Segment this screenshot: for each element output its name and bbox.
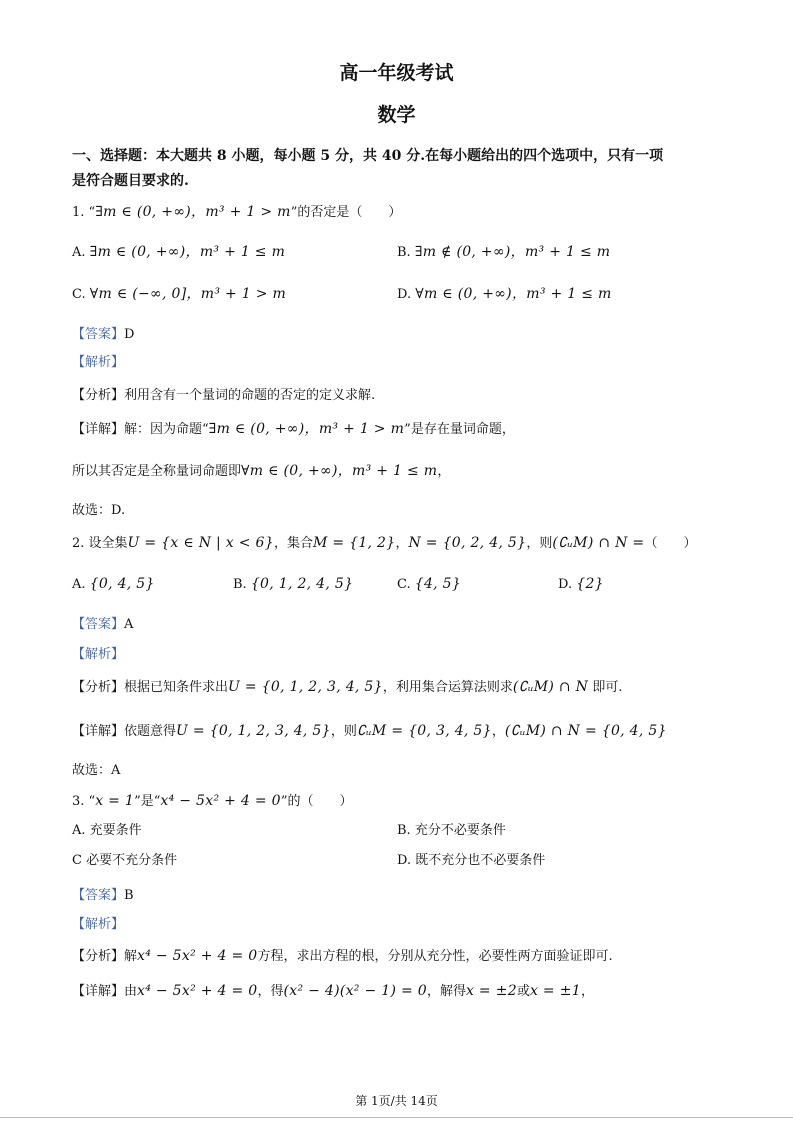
option-math: {2} [576, 576, 604, 592]
detail-text: 解：因为命题“ [124, 422, 209, 437]
detail-text: 依题意得 [124, 724, 177, 739]
option-label: A. [72, 245, 86, 260]
q1-stem-text: 1. “ [72, 205, 96, 220]
detail-text: ，则 [330, 724, 357, 739]
q1-answer [72, 326, 134, 344]
q3-stem-math: x⁴ − 5x² + 4 = 0 [160, 793, 281, 809]
q2-stem-text: （ ） [644, 536, 697, 551]
answer-value: B [124, 888, 134, 903]
q3-stem [72, 792, 353, 811]
detail-tag: 【详解】 [72, 724, 125, 739]
q2-option-b [233, 575, 353, 594]
detail-math: ∁ᵤM = {0, 3, 4, 5} [356, 723, 492, 739]
option-label: A. [72, 577, 86, 592]
q2-fenxi [72, 678, 622, 697]
option-math: {0, 4, 5} [89, 576, 155, 592]
fenxi-tag: 【分析】 [72, 388, 125, 403]
q2-stem-text: ，集合 [273, 536, 313, 551]
page-title: 高一年级考试 [339, 62, 454, 84]
detail-text: ，解得 [426, 984, 466, 999]
q1-stem-tail: ”的否定是（ ） [290, 205, 402, 220]
detail-text: ， [580, 984, 594, 999]
answer-tag: 【答案】 [72, 888, 125, 903]
detail-tag: 【详解】 [72, 422, 125, 437]
q3-detail [72, 982, 594, 1001]
detail-math: ∀m ∈ (0, +∞)，m³ + 1 ≤ m [241, 463, 438, 479]
answer-value: D [124, 327, 135, 342]
q3-stem-text: ”是“ [134, 794, 161, 809]
q2-stem-math: U = {x ∈ N | x < 6} [127, 535, 274, 551]
option-label: C. [72, 287, 86, 302]
footer-rule [0, 1117, 793, 1118]
detail-text: ， [437, 464, 451, 479]
fenxi-text: 利用含有一个量词的命题的否定的定义求解. [124, 388, 376, 403]
detail-tag: 【详解】 [72, 984, 125, 999]
subject-title: 数学 [377, 104, 416, 126]
option-math: {0, 1, 2, 4, 5} [250, 576, 354, 592]
detail-text: ， [491, 724, 505, 739]
q2-stem-text: ，则 [526, 536, 553, 551]
option-label: D. [558, 577, 573, 592]
q2-option-c [397, 575, 461, 594]
option-label: D. [397, 287, 412, 302]
detail-text: ，得 [257, 984, 284, 999]
q1-option-b [397, 243, 610, 262]
option-math: ∀m ∈ (0, +∞)，m³ + 1 ≤ m [415, 286, 612, 302]
detail-text: 所以其否定是全称量词命题即 [72, 464, 242, 479]
section-heading-line2: 是符合题目要求的. [72, 173, 189, 189]
detail-math: x = ±1 [529, 983, 581, 999]
option-label: C. [397, 577, 411, 592]
option-label: B. [233, 577, 247, 592]
q3-option-d: D. 既不充分也不必要条件 [397, 853, 546, 868]
q2-choose: 故选：A [72, 763, 121, 778]
detail-math: ∃m ∈ (0, +∞)，m³ + 1 > m [208, 421, 405, 437]
q2-stem-math: M = {1, 2} [312, 535, 396, 551]
detail-math: x = ±2 [465, 983, 517, 999]
q1-choose: 故选：D. [72, 503, 126, 518]
option-label: B. [397, 245, 411, 260]
option-math: {4, 5} [414, 576, 462, 592]
q1-stem-math: ∃m ∈ (0, +∞)，m³ + 1 > m [95, 204, 291, 220]
q1-analysis-tag: 【解析】 [72, 355, 125, 370]
detail-text: 由 [124, 984, 138, 999]
q2-stem-math: (∁ᵤM) ∩ N = [552, 535, 645, 551]
fenxi-text: 方程，求出方程的根，分别从充分性，必要性两方面验证即可. [257, 949, 613, 964]
page-footer: 第 1页/共 14页 [355, 1094, 438, 1108]
q1-option-d [397, 285, 612, 304]
detail-math: x⁴ − 5x² + 4 = 0 [137, 983, 258, 999]
fenxi-math: (∁ᵤM) ∩ N [512, 679, 589, 695]
detail-text: 或 [516, 984, 530, 999]
q2-answer [72, 616, 133, 634]
fenxi-text: 即可. [592, 680, 623, 695]
fenxi-math: x⁴ − 5x² + 4 = 0 [137, 948, 258, 964]
q3-analysis-tag: 【解析】 [72, 917, 125, 932]
detail-math: (∁ᵤM) ∩ N = {0, 4, 5} [504, 723, 667, 739]
fenxi-tag: 【分析】 [72, 949, 125, 964]
detail-text: ”是存在量词命题， [404, 422, 515, 437]
answer-value: A [124, 617, 134, 632]
q2-stem-math: N = {0, 2, 4, 5} [408, 535, 527, 551]
q2-stem-text: ， [395, 536, 409, 551]
q2-option-a [72, 575, 155, 594]
q1-detail-line2 [72, 462, 450, 481]
q1-fenxi [72, 387, 375, 405]
q2-detail [72, 722, 667, 741]
fenxi-text: 根据已知条件求出 [124, 680, 229, 695]
answer-tag: 【答案】 [72, 617, 125, 632]
option-math: ∃m ∈ (0, +∞)，m³ + 1 ≤ m [89, 244, 286, 260]
q2-option-d [558, 575, 604, 594]
detail-math: U = {0, 1, 2, 3, 4, 5} [176, 723, 331, 739]
q3-option-a: A. 充要条件 [72, 823, 142, 838]
q2-analysis-tag: 【解析】 [72, 647, 125, 662]
q3-stem-text: 3. “ [72, 794, 96, 809]
q3-stem-math: x = 1 [95, 793, 135, 809]
option-math: ∀m ∈ (−∞, 0]，m³ + 1 > m [89, 286, 287, 302]
q1-option-c [72, 285, 286, 304]
q3-answer [72, 887, 134, 905]
q3-fenxi [72, 947, 613, 966]
fenxi-text: ，利用集合运算法则求 [382, 680, 513, 695]
answer-tag: 【答案】 [72, 327, 125, 342]
fenxi-math: U = {0, 1, 2, 3, 4, 5} [228, 679, 383, 695]
q1-detail [72, 420, 515, 439]
option-math: ∃m ∉ (0, +∞)，m³ + 1 ≤ m [414, 244, 611, 260]
q3-stem-text: ”的（ ） [280, 794, 353, 809]
fenxi-text: 解 [124, 949, 138, 964]
fenxi-tag: 【分析】 [72, 680, 125, 695]
q2-stem [72, 534, 696, 553]
q1-stem [72, 203, 401, 222]
q1-option-a [72, 243, 285, 262]
detail-math: (x² − 4)(x² − 1) = 0 [283, 983, 427, 999]
q3-option-c: C 必要不充分条件 [72, 853, 178, 868]
q2-stem-text: 2. 设全集 [72, 536, 128, 551]
section-heading-line1: 一、选择题：本大题共 8 小题，每小题 5 分，共 40 分.在每小题给出的四个选项中，只有一项 [72, 148, 664, 164]
q3-option-b: B. 充分不必要条件 [397, 823, 506, 838]
